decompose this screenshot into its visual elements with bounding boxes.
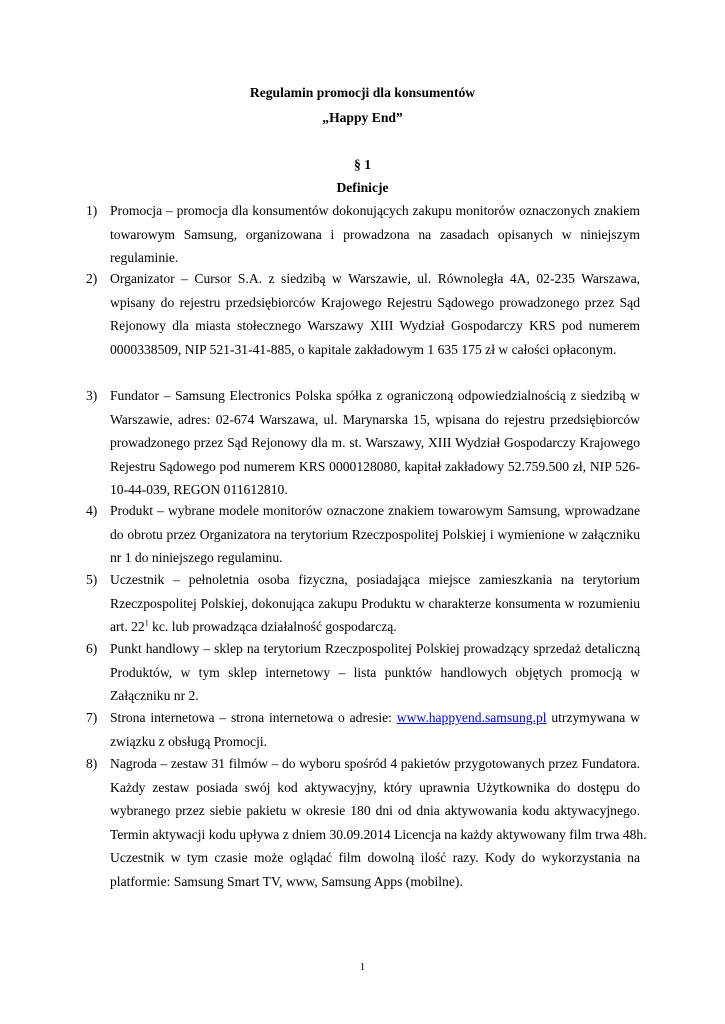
text-line: Rejestru Sądowego pod numerem KRS 0000128080, kapitał zakładowy 52.759.500 zł, NIP 526-	[110, 458, 640, 474]
item-number: 8)	[86, 756, 98, 771]
item-number: 2)	[86, 271, 98, 286]
text-line: 0000338509, NIP 521-31-41-885, o kapitale zakładowym 1 635 175 zł w całości opłaconym.	[110, 341, 617, 357]
text-line: wybranego przez siebie pakietu w okresie 180 dni od dnia aktywowania kodu aktywacyjnego.	[110, 803, 640, 818]
item-number: 6)	[86, 641, 98, 656]
item-number: 7)	[86, 710, 98, 725]
item-number: 5)	[86, 572, 98, 587]
text-line: Uczestnik – pełnoletnia osoba fizyczna, posiadająca miejsce zamieszkania na terytorium	[110, 572, 640, 587]
item-number: 1)	[86, 203, 98, 218]
promotion-name: „Happy End”	[322, 110, 403, 125]
website-link[interactable]: www.happyend.samsung.pl	[396, 710, 547, 725]
page-number: 1	[359, 962, 366, 973]
item-text	[110, 499, 640, 570]
text-line: Rzeczpospolitej Polskiej, dokonująca zakupu Produktu w charakterze konsumenta w rozumieniu	[110, 595, 640, 611]
text-line: do obrotu przez Organizatora na terytorium Rzeczpospolitej Polskiej i wymienione w załączniku	[110, 526, 640, 542]
text-line: Załączniku nr 2.	[110, 688, 199, 703]
text-line: prowadzonego przez Sąd Rejonowy dla m. st. Warszawy, XIII Wydział Gospodarczy Krajowego	[110, 435, 640, 450]
text-line: związku z obsługą Promocji.	[110, 733, 268, 749]
text-line: regulaminie.	[110, 250, 179, 265]
superscript: 1	[144, 618, 149, 628]
text-fragment: kc. lub prowadząca działalność gospodarczą.	[148, 619, 397, 634]
item-text	[110, 199, 640, 270]
text-line: Produktów, w tym sklep internetowy – lista punktów handlowych objętych promocją w	[110, 664, 640, 680]
text-line	[110, 615, 640, 639]
section-title: Definicje	[336, 180, 389, 195]
item-text	[110, 637, 640, 708]
document-title: Regulamin promocji dla konsumentów	[249, 85, 476, 100]
item-text	[110, 752, 647, 893]
text-fragment: utrzymywana w	[546, 710, 640, 725]
text-line: Produkt – wybrane modele monitorów oznaczone znakiem towarowym Samsung, wprowadzane	[110, 503, 640, 518]
section-number: § 1	[354, 157, 371, 172]
text-line: Punkt handlowy – sklep na terytorium Rzeczpospolitej Polskiej prowadzący sprzedaż detaliczną	[110, 641, 640, 656]
item-number: 3)	[86, 388, 98, 403]
item-number: 4)	[86, 503, 98, 518]
text-line: Każdy zestaw posiada swój kod aktywacyjny, który uprawnia Użytkownika do dostępu do	[110, 779, 640, 795]
text-line: 10-44-039, REGON 011612810.	[110, 482, 288, 497]
item-text	[110, 384, 640, 502]
text-line: nr 1 do niniejszego regulaminu.	[110, 550, 283, 565]
article-ref: art. 22	[110, 619, 145, 634]
text-line: Nagroda – zestaw 31 filmów – do wyboru spośród 4 pakietów przygotowanych przez Fundatora.	[110, 756, 640, 771]
text-line: Promocja – promocja dla konsumentów dokonujących zakupu monitorów oznaczonych znakiem	[110, 203, 640, 218]
text-line: Uczestnik w tym czasie może oglądać film dowolną ilość razy. Kody do wykorzystania na	[110, 850, 640, 865]
text-line: Organizator – Cursor S.A. z siedzibą w Warszawie, ul. Równoległa 4A, 02-235 Warszawa,	[110, 271, 640, 286]
text-line: towarowym Samsung, organizowana i prowadzona na zasadach opisanych w niniejszym	[110, 226, 640, 242]
text-line: wpisany do rejestru przedsiębiorców Krajowego Rejestru Sądowego prowadzonego przez Sąd	[110, 294, 640, 310]
text-line: Termin aktywacji kodu upływa z dniem 30.09.2014 Licencja na każdy aktywowany film trwa 48h.	[110, 826, 647, 842]
text-line: Fundator – Samsung Electronics Polska spółka z ograniczoną odpowiedzialnością z siedzibą w	[110, 388, 640, 403]
text-line	[110, 706, 640, 730]
item-text	[110, 706, 640, 753]
item-text	[110, 267, 640, 361]
item-text	[110, 568, 640, 639]
text-line: Warszawie, adres: 02-674 Warszawa, ul. Marynarska 15, wpisana do rejestru przedsiębiorców	[110, 411, 640, 427]
text-fragment: Strona internetowa – strona internetowa o adresie:	[110, 710, 397, 725]
text-line: platformie: Samsung Smart TV, www, Samsung Apps (mobilne).	[110, 873, 463, 889]
text-line: Rejonowy dla miasta stołecznego Warszawy XIII Wydział Gospodarczy KRS pod numerem	[110, 318, 640, 333]
